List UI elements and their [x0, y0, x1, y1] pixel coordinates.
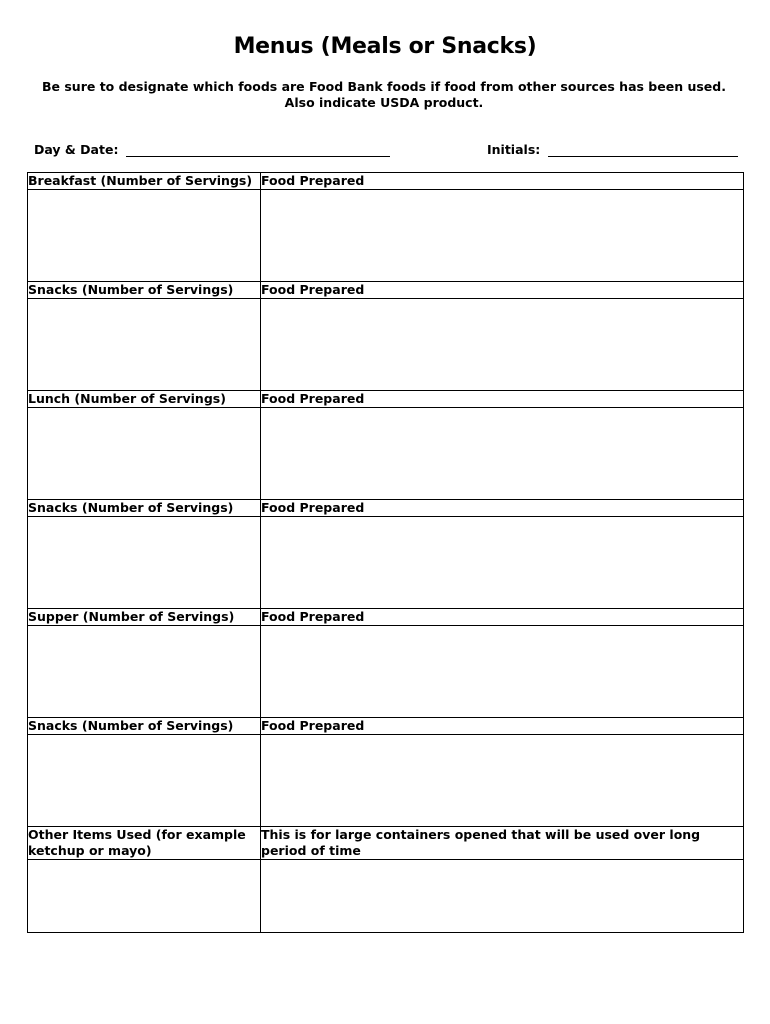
- section-left-header: Snacks (Number of Servings): [28, 282, 261, 299]
- section-header-row: [28, 282, 744, 299]
- food-entry-cell[interactable]: [261, 299, 744, 391]
- instructions-text: Be sure to designate which foods are Food Bank foods if food from other sources has been used. Also indicate USDA product.: [42, 79, 726, 110]
- servings-entry-cell[interactable]: [28, 190, 261, 282]
- food-entry-cell[interactable]: [261, 190, 744, 282]
- section-body-row: [28, 626, 744, 718]
- servings-entry-cell[interactable]: [28, 517, 261, 609]
- food-entry-cell[interactable]: [261, 408, 744, 500]
- page-title: Menus (Meals or Snacks): [233, 34, 537, 59]
- notes-entry-cell[interactable]: [261, 860, 744, 933]
- day-date-label: Day & Date:: [34, 142, 119, 157]
- section-header-row: [28, 609, 744, 626]
- section-body-row: [28, 190, 744, 282]
- day-date-field: [34, 142, 390, 157]
- section-right-header: Food Prepared: [261, 282, 744, 299]
- section-left-header: Other Items Used (for example ketchup or mayo): [28, 827, 261, 860]
- section-left-header: Snacks (Number of Servings): [28, 718, 261, 735]
- initials-field: [487, 142, 738, 157]
- servings-entry-cell[interactable]: [28, 408, 261, 500]
- section-header-row: [28, 500, 744, 517]
- section-body-row: [28, 735, 744, 827]
- section-right-header: This is for large containers opened that will be used over long period of time: [261, 827, 744, 860]
- section-header-row: [28, 391, 744, 408]
- section-header-row: [28, 827, 744, 860]
- initials-input-line[interactable]: [548, 142, 738, 157]
- section-right-header: Food Prepared: [261, 391, 744, 408]
- items-entry-cell[interactable]: [28, 860, 261, 933]
- section-body-row: [28, 860, 744, 933]
- day-date-input-line[interactable]: [126, 142, 390, 157]
- section-left-header: Snacks (Number of Servings): [28, 500, 261, 517]
- food-entry-cell[interactable]: [261, 517, 744, 609]
- section-right-header: Food Prepared: [261, 609, 744, 626]
- section-header-row: [28, 173, 744, 190]
- section-header-row: [28, 718, 744, 735]
- servings-entry-cell[interactable]: [28, 626, 261, 718]
- menu-table: [27, 172, 744, 933]
- section-right-header: Food Prepared: [261, 173, 744, 190]
- section-body-row: [28, 517, 744, 609]
- section-left-header: Lunch (Number of Servings): [28, 391, 261, 408]
- section-right-header: Food Prepared: [261, 718, 744, 735]
- section-left-header: Breakfast (Number of Servings): [28, 173, 261, 190]
- food-entry-cell[interactable]: [261, 626, 744, 718]
- section-body-row: [28, 408, 744, 500]
- section-body-row: [28, 299, 744, 391]
- food-entry-cell[interactable]: [261, 735, 744, 827]
- servings-entry-cell[interactable]: [28, 299, 261, 391]
- section-right-header: Food Prepared: [261, 500, 744, 517]
- servings-entry-cell[interactable]: [28, 735, 261, 827]
- section-left-header: Supper (Number of Servings): [28, 609, 261, 626]
- initials-label: Initials:: [487, 142, 541, 157]
